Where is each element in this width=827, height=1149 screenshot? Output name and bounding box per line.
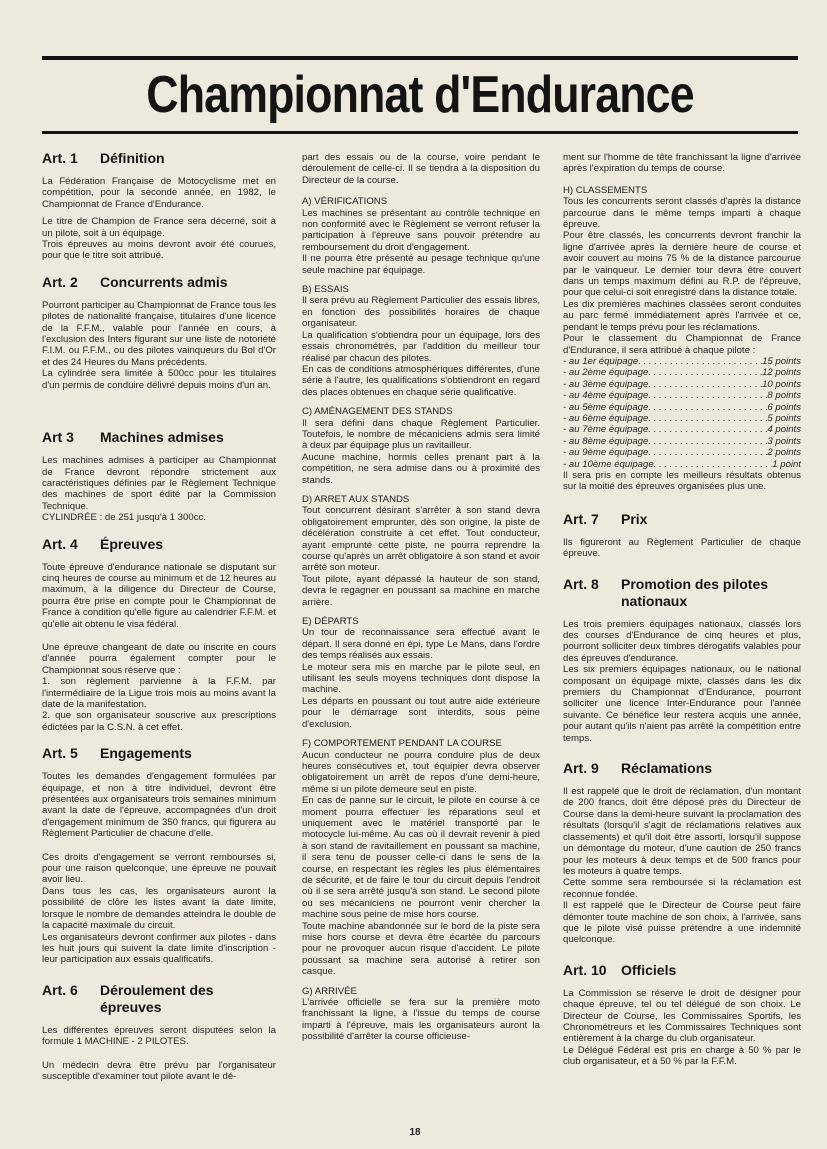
column-2 (302, 142, 540, 1122)
points-row (563, 436, 801, 447)
paragraph: Ces droits d'engagement se verront remboursés si, pour une raison quelconque, une épreuve ne pouvait avoir lieu. (42, 851, 276, 886)
column-3 (563, 142, 801, 1122)
section-heading: F) COMPORTEMENT PENDANT LA COURSE (302, 738, 502, 750)
paragraph: Aucune machine, hormis celles prenant part à la compétition, ne sera admise dans ou à proximité des stands. (302, 451, 540, 486)
article-9-heading (563, 760, 801, 777)
section-heading: D) ARRET AUX STANDS (302, 493, 410, 505)
paragraph: Trois épreuves au moins devront avoir été courues, pour que le titre soit attribué. (42, 239, 276, 262)
paragraph: En cas de panne sur le circuit, le pilote en course à ce moment pourra effectuer les réparations seul et uniquement avec le matériel transporté par le motocycle lui-même. Au cas où il devrait revenir à pied à son stand de ravitaillement en poussant sa machine, il sera tenu de pousser celle-ci dans le sens de la course, en respectant les règles les plus élémentaires de sécurité, et de faire le tour du circuit depuis l'endroit où il se sera arrêté jusqu'à son stand. Le second pilote ou ses mécaniciens ne pourront venir chercher la machine sous peine de mise hors course. (302, 795, 540, 921)
paragraph: Il sera prévu au Règlement Particulier des essais libres, en fonction des possibilités horaires de chaque organisateur. (302, 295, 540, 330)
points-value: 15 points (762, 355, 801, 367)
paragraph: En cas de conditions atmosphériques différentes, d'une série à l'autre, les qualifications s'obtiendront en regard des places obtenues en chaque série qualificative. (302, 363, 540, 398)
paragraph: Dans tous les cas, les organisateurs auront la possibilité de clôre les listes avant la date limite, lorsque le nombre de demandes atteindra le double de la capacité maximale du circuit. (42, 885, 276, 932)
paragraph: 1. son règlement parvienne à la F.F.M. par l'intermédiaire de la Ligue trois mois au moins avant la date de la manifestation. (42, 676, 276, 710)
points-label: - au 2ème équipage (563, 367, 649, 379)
paragraph: Pourront participer au Championnat de France tous les pilotes de nationalité française, titulaires d'une licence de la F.F.M., valable pour l'année en cours, à l'exclusion des Inters figurant sur une liste de notoriété F.I.M. ou F.F.M., ou des pilotes vainqueurs du Bol d'Or et des 24 Heures du Mans précédents. (42, 299, 276, 368)
article-8-heading (563, 576, 801, 610)
paragraph: Ils figureront au Règlement Particulier de chaque épreuve. (563, 536, 801, 560)
article-6-heading (42, 982, 276, 1016)
paragraph: La Fédération Française de Motocyclisme met en compétition, pour la seconde année, en 1982, le Championnat de France d'Endurance. (42, 176, 276, 210)
article-title: Machines admises (100, 429, 224, 446)
paragraph: Il ne pourra être présenté au pesage technique qu'une seule machine par équipage. (302, 253, 540, 276)
paragraph: Le Délégué Fédéral est pris en charge à 50 % par le club organisateur, et à 50 % par la F.F.M. (563, 1044, 801, 1068)
article-number: Art. 4 (42, 535, 78, 552)
paragraph: Les trois premiers équipages nationaux, classés lors des courses d'Endurance de cinq heures et plus, pourront solliciter deux timbres dérogatifs valables pour des épreuves d'endurance. (563, 618, 801, 664)
article-10-heading (563, 962, 801, 979)
article-title: Engagements (100, 745, 192, 762)
paragraph: Toute épreuve d'endurance nationale se disputant sur cinq heures de course au minimum et de 12 heures au maximum, à la diligence du Directeur de Course, pourra être prise en compte pour le Championnat de France à condition qu'elle figure au calendrier F.F.M. et qu'elle ait obtenu le visa fédéral. (42, 561, 276, 630)
points-value: 2 points (767, 447, 801, 459)
paragraph: Les organisateurs devront confirmer aux pilotes - dans les huit jours qui suivent la date limite d'inscription - leur participation aux essais qualificatifs. (42, 931, 276, 966)
points-row (563, 356, 801, 367)
points-list (563, 356, 801, 470)
points-value: 6 points (767, 401, 801, 413)
paragraph: Cette somme sera remboursée si la réclamation est reconnue fondée. (563, 877, 801, 900)
dot-leader (648, 424, 767, 435)
points-label: - au 3ème équipage (563, 378, 649, 390)
points-label: - au 1er équipage (563, 355, 639, 367)
paragraph: Il est rappelé que le Directeur de Course peut faire démonter toute machine de son choix, à l'arrivée, sans que le pilote visé puisse prétendre à une indemnité quelconque. (563, 900, 801, 946)
section-heading: C) AMÉNAGEMENT DES STANDS (302, 406, 453, 418)
points-row (563, 367, 801, 378)
article-title: Concurrents admis (100, 273, 228, 290)
dot-leader (654, 459, 773, 470)
points-row (563, 413, 801, 424)
article-7-heading (563, 511, 801, 528)
section-heading: E) DÉPARTS (302, 616, 359, 628)
paragraph: Tous les concurrents seront classés d'après la distance parcourue dans le même temps imparti à chaque épreuve. (563, 196, 801, 231)
article-number: Art. 8 (563, 575, 599, 592)
points-label: - au 4ème équipage (563, 390, 649, 402)
paragraph: Les dix premières machines classées seront conduites au parc fermé immédiatement après l'arrivée et ce, pendant le temps prévu pour les réclamations. (563, 298, 801, 333)
column-1 (42, 142, 276, 1122)
article-number: Art. 1 (42, 150, 78, 166)
section-heading: A) VÉRIFICATIONS (302, 196, 388, 208)
paragraph: Les machines se présentant au contrôle technique en non conformité avec le Règlement se verront refuser la participation à l'épreuve sans pouvoir prétendre au remboursement du droit d'engagement. (302, 207, 540, 253)
paragraph: Les six premiers équipages nationaux, ou le national composant un équipage mixte, classés dans les dix premiers du Championnat d'Endurance, pourront solliciter une licence Inter-Endurance pour l'année suivante. Ce bénéfice leur restera acquis une année, pour autant qu'ils n'aient pas arrêté la compétition entre temps. (563, 664, 801, 744)
paragraph: 2. que son organisateur souscrive aux prescriptions édictées par la C.S.N. à cet effet. (42, 710, 276, 733)
article-title: Réclamations (621, 760, 713, 777)
points-value: 12 points (762, 367, 801, 379)
paragraph: Il sera pris en compte les meilleurs résultats obtenus sur la moitié des épreuves organisées plus une. (563, 469, 801, 493)
section-heading: G) ARRIVÉE (302, 985, 357, 997)
paragraph: Les différentes épreuves seront disputées selon la formule 1 MACHINE - 2 PILOTES. (42, 1024, 276, 1048)
article-3-heading (42, 429, 276, 446)
article-title: Définition (100, 150, 165, 166)
article-number: Art. 10 (563, 961, 607, 978)
points-value: 8 points (767, 390, 801, 402)
points-value: 4 points (767, 424, 801, 436)
article-5-heading (42, 745, 276, 762)
points-label: - au 7ème équipage (563, 424, 649, 436)
points-row (563, 379, 801, 390)
paragraph: Un médecin devra être prévu par l'organisateur susceptible d'examiner tout pilote avant le dé- (42, 1059, 276, 1082)
article-title: Officiels (621, 961, 677, 978)
article-title: Promotion des pilotes nationaux (621, 575, 769, 609)
points-value: 5 points (767, 412, 801, 424)
paragraph: La Commission se réserve le droit de désigner pour chaque épreuve, tel ou tel délégué de son choix. Le Directeur de Course, les Commissaires Sportifs, les Chronométreurs et les Commissaires Techniques sont entièrement à la charge du club organisateur. (563, 987, 801, 1045)
paragraph: Toutes les demandes d'engagement formulées par équipage, et non à titre individuel, devront être présentées aux organisateurs trois semaines minimum avant la date de l'épreuve, accompagnées d'un droit d'engagement minimum de 350 francs, qui figurera au Règlement Particulier de chacune d'elle. (42, 771, 276, 840)
paragraph: Tout pilote, ayant dépassé la hauteur de son stand, devra le regagner en poussant sa machine en marche arrière. (302, 573, 540, 608)
paragraph: CYLINDRÉE : de 251 jusqu'à 1 300cc. (42, 512, 206, 524)
points-row (563, 424, 801, 435)
paragraph: Il est rappelé que le droit de réclamation, d'un montant de 200 francs, doit être déposé près du Directeur de Course dans la demi-heure suivant la proclamation des résultats (lorsqu'il s'agit de réclamations relatives aux classements) et qu'il doit être assorti, lorsqu'il suppose un démontage du moteur, d'une caution de 250 francs pour les moteurs à deux temps et de 500 francs pour les moteurs à quatre temps. (563, 786, 801, 877)
points-value: 3 points (767, 435, 801, 447)
paragraph: part des essais ou de la course, voire pendant le déroulement de celle-ci. Il se tiendra à la disposition du Directeur de la course. (302, 152, 540, 186)
section-heading: H) CLASSEMENTS (563, 184, 648, 196)
bottom-rule (42, 131, 798, 134)
paragraph: Les départs en poussant ou tout autre aide extérieure pour le démarrage sont interdits, sous peine d'exclusion. (302, 695, 540, 730)
dot-leader (648, 436, 767, 447)
paragraph: Les machines admises à participer au Championnat de France devront répondre strictement aux caractéristiques définies par le Règlement Technique des machines de sport édité par la Commission Technique. (42, 455, 276, 512)
points-value: 1 point (772, 458, 801, 470)
article-2-heading (42, 274, 276, 291)
dot-leader (638, 356, 762, 367)
dot-leader (648, 390, 767, 401)
dot-leader (648, 402, 767, 413)
article-title: Épreuves (100, 535, 164, 552)
points-row (563, 390, 801, 401)
article-number: Art. 5 (42, 745, 78, 762)
paragraph: Toute machine abandonnée sur le bord de la piste sera mise hors course et devra être écartée du parcours pour ne provoquer aucun risque d'accident. Le pilote poussant sa machine sera autorisé à retirer son casque. (302, 920, 540, 978)
points-row (563, 402, 801, 413)
paragraph: La qualification s'obtiendra pour un équipage, lors des essais chronométrés, par l'addition du meilleur tour réalisé par chacun des pilotes. (302, 329, 540, 364)
article-4-heading (42, 536, 276, 553)
paragraph: Aucun conducteur ne pourra conduire plus de deux heures consécutives et, tout équipier devra observer obligatoirement un arrêt de repos d'une demi-heure, même si un pilote demeure seul en piste. (302, 749, 540, 795)
paragraph: ment sur l'homme de tête franchissant la ligne d'arrivée après l'expiration du temps de course. (563, 152, 801, 175)
article-title: Prix (621, 510, 648, 527)
paragraph: Pour être classés, les concurrents devront franchir la ligne d'arrivée après la dernière heure de course et avoir couvert au moins 75 % de la distance parcourue par le vainqueur. Le dernier tour devra être couvert dans un temps maximum défini au R.P. de l'épreuve, pour que celui-ci soit enregistré dans la distance totale. (563, 230, 801, 299)
paragraph: La cylindrée sera limitée à 500cc pour les titulaires d'un permis de conduire délivré depuis moins d'un an. (42, 368, 276, 391)
article-number: Art. 9 (563, 760, 599, 777)
page-number: 18 (409, 1127, 421, 1138)
dot-leader (648, 413, 767, 424)
article-number: Art 3 (42, 429, 74, 446)
paragraph: Le moteur sera mis en marche par le pilote seul, en utilisant les seuls moyens techniques dont dispose la machine. (302, 661, 540, 696)
paragraph: L'arrivée officielle se fera sur la première moto franchissant la ligne, à l'issue du temps de course imparti à l'épreuve, mais les organisateurs auront la possibilité d'arrêter la course officieuse- (302, 997, 540, 1043)
paragraph: Le titre de Champion de France sera décerné, soit à un pilote, soit à un équipage. (42, 216, 276, 239)
article-1-heading (42, 150, 276, 167)
dot-leader (648, 447, 767, 458)
article-title: Déroulement des épreuves (100, 981, 214, 1015)
dot-leader (648, 367, 762, 378)
article-number: Art. 6 (42, 981, 78, 998)
page-title: Championnat d'Endurance (146, 66, 694, 124)
paragraph: Un tour de reconnaissance sera effectué avant le départ. Il sera donné en épi, type Le Mans, dans l'ordre des temps réalisés aux essais. (302, 627, 540, 662)
section-heading: B) ESSAIS (302, 284, 349, 296)
dot-leader (648, 379, 762, 390)
article-number: Art. 2 (42, 273, 78, 290)
points-label: - au 10ème équipage (563, 458, 654, 470)
points-row (563, 459, 801, 470)
points-label: - au 5ème équipage (563, 401, 649, 413)
points-label: - au 8ème équipage (563, 435, 649, 447)
paragraph: Tout concurrent désirant s'arrêter à son stand devra obligatoirement emprunter, dès son origine, la piste de décélération construite à cet effet. Tout conducteur, ayant emprunté cette piste, ne pourra reprendre la course qu'après un arrêt obligatoire à son stand et avoir arrêté son moteur. (302, 505, 540, 574)
top-rule (42, 56, 798, 60)
points-row (563, 447, 801, 458)
paragraph: Il sera défini dans chaque Règlement Particulier. Toutefois, le nombre de mécaniciens admis sera limité à deux par équipage plus un ravitailleur. (302, 417, 540, 452)
article-number: Art. 7 (563, 510, 599, 527)
points-label: - au 9ème équipage (563, 447, 649, 459)
points-label: - au 6ème équipage (563, 412, 649, 424)
paragraph: Une épreuve changeant de date ou inscrite en cours d'année pourra également compter pour le Championnat sous réserve que : (42, 641, 276, 676)
paragraph: Pour le classement du Championnat de France d'Endurance, il sera attribué à chaque pilote : (563, 333, 801, 356)
points-value: 10 points (762, 378, 801, 390)
